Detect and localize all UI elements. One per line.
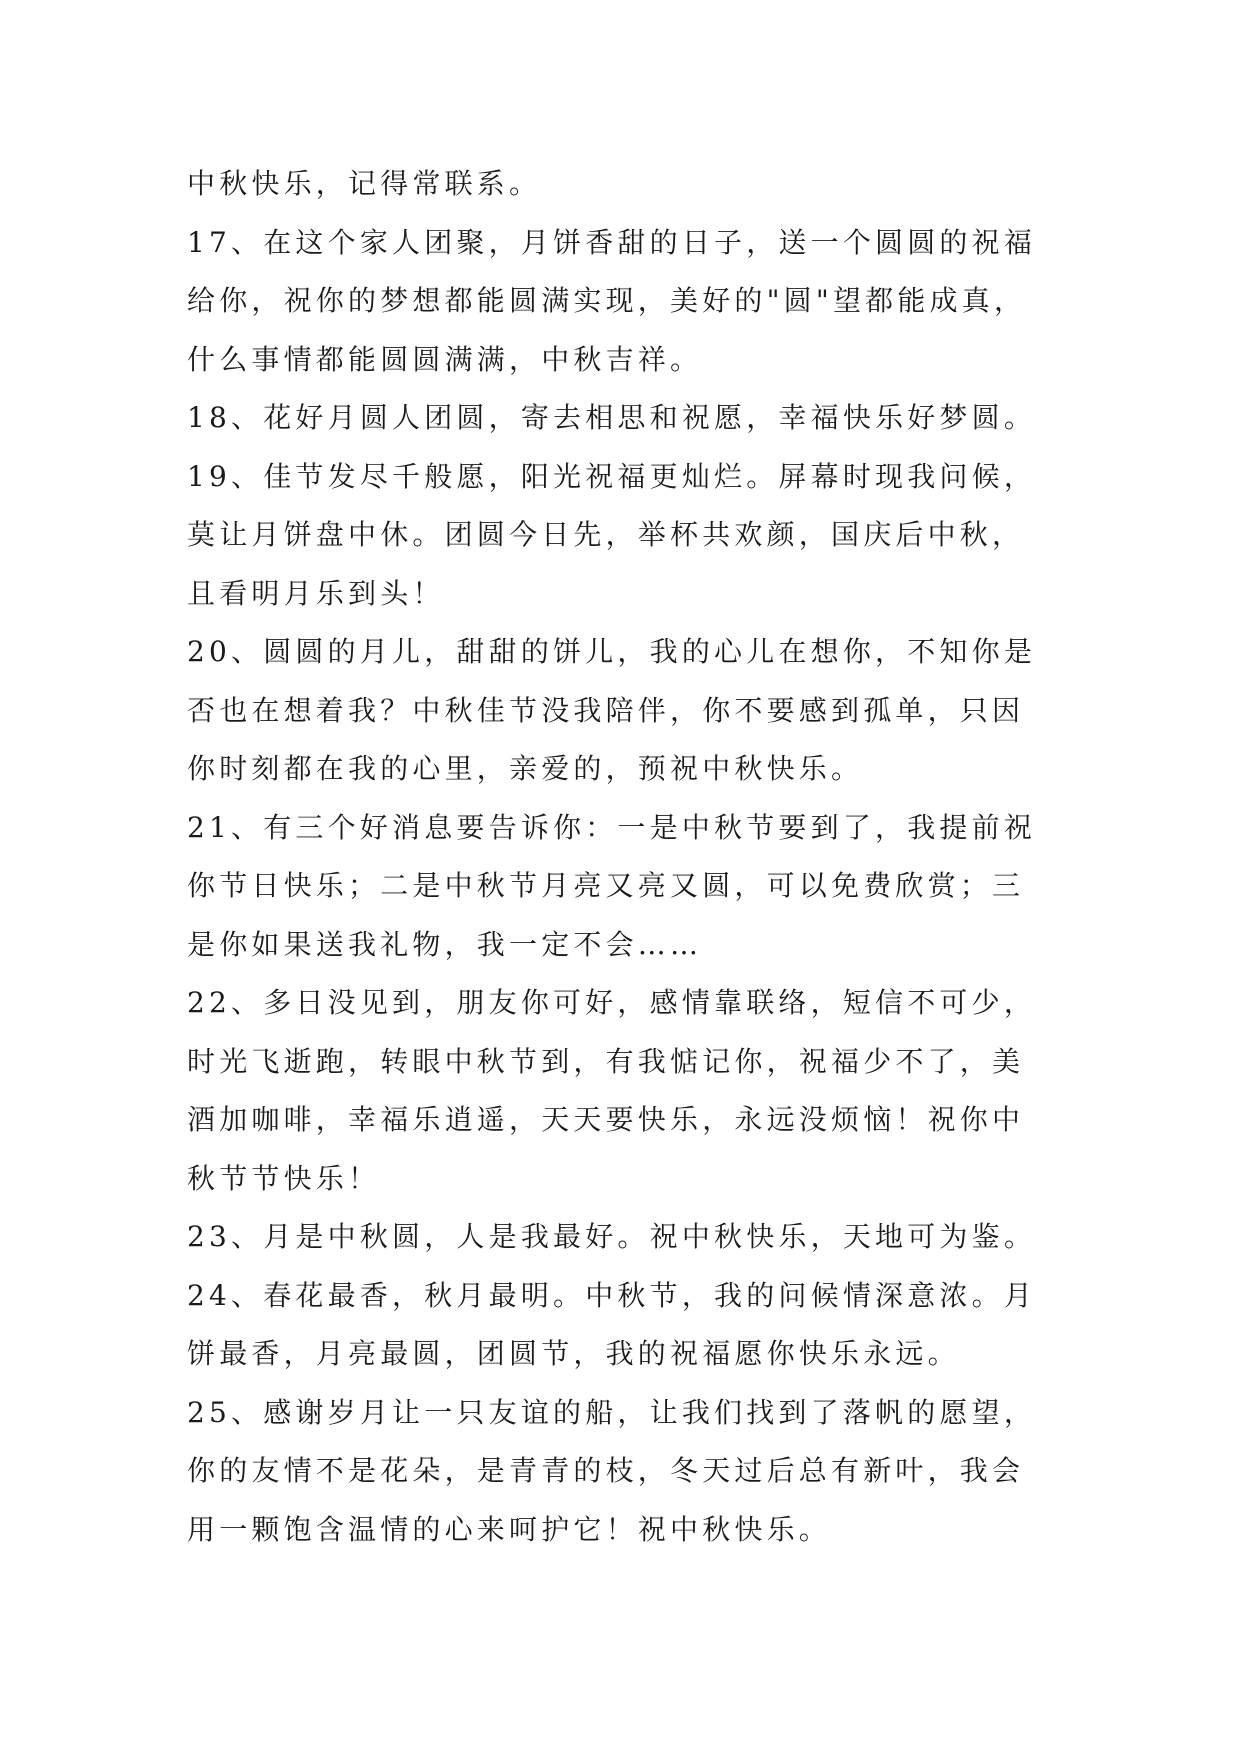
text-line: 秋节节快乐！: [187, 1161, 381, 1195]
text-line: 23、月是中秋圆，人是我最好。祝中秋快乐，天地可为鉴。: [187, 1220, 1037, 1253]
text-line: 中秋快乐，记得常联系。: [187, 167, 542, 200]
text-line: 24、春花最香，秋月最明。中秋节，我的问候情深意浓。月: [187, 1278, 1037, 1312]
text-line: 20、圆圆的月儿，甜甜的饼儿，我的心儿在想你，不知你是: [187, 635, 1037, 668]
document-body: [187, 155, 1077, 1559]
text-line: 17、在这个家人团聚，月饼香甜的日子，送一个圆圆的祝福: [187, 225, 1037, 259]
text-line: 你节日快乐；二是中秋节月亮又亮又圆，可以免费欣赏；三: [187, 869, 1025, 902]
text-line: 你时刻都在我的心里，亲爱的，预祝中秋快乐。: [187, 752, 864, 785]
text-line: 酒加咖啡，幸福乐逍遥，天天要快乐，永远没烦恼！祝你中: [187, 1103, 1025, 1136]
text-line: 21、有三个好消息要告诉你：一是中秋节要到了，我提前祝: [187, 810, 1037, 844]
text-line: 22、多日没见到，朋友你可好，感情靠联络，短信不可少，: [187, 986, 1037, 1019]
text-line: 18、花好月圆人团圆，寄去相思和祝愿，幸福快乐好梦圆。: [187, 401, 1037, 434]
text-line: 莫让月饼盘中休。团圆今日先，举杯共欢颜，国庆后中秋，: [187, 518, 1025, 551]
text-line: 是你如果送我礼物，我一定不会……: [187, 927, 703, 961]
text-line: 给你，祝你的梦想都能圆满实现，美好的"圆"望都能成真，: [187, 284, 1027, 317]
text-line: 你的友情不是花朵，是青青的枝，冬天过后总有新叶，我会: [187, 1454, 1025, 1487]
text-line: 时光飞逝跑，转眼中秋节到，有我惦记你，祝福少不了，美: [187, 1044, 1025, 1078]
text-line: 用一颗饱含温情的心来呵护它！祝中秋快乐。: [187, 1512, 832, 1546]
text-line: 25、感谢岁月让一只友谊的船，让我们找到了落帆的愿望，: [187, 1395, 1037, 1429]
text-line: 饼最香，月亮最圆，团圆节，我的祝福愿你快乐永远。: [187, 1337, 960, 1370]
text-line: 否也在想着我？中秋佳节没我陪伴，你不要感到孤单，只因: [187, 693, 1025, 727]
text-line: 什么事情都能圆圆满满，中秋吉祥。: [187, 342, 703, 376]
text-line: 19、佳节发尽千般愿，阳光祝福更灿烂。屏幕时现我问候，: [187, 459, 1037, 493]
text-line: 且看明月乐到头！: [187, 576, 445, 610]
